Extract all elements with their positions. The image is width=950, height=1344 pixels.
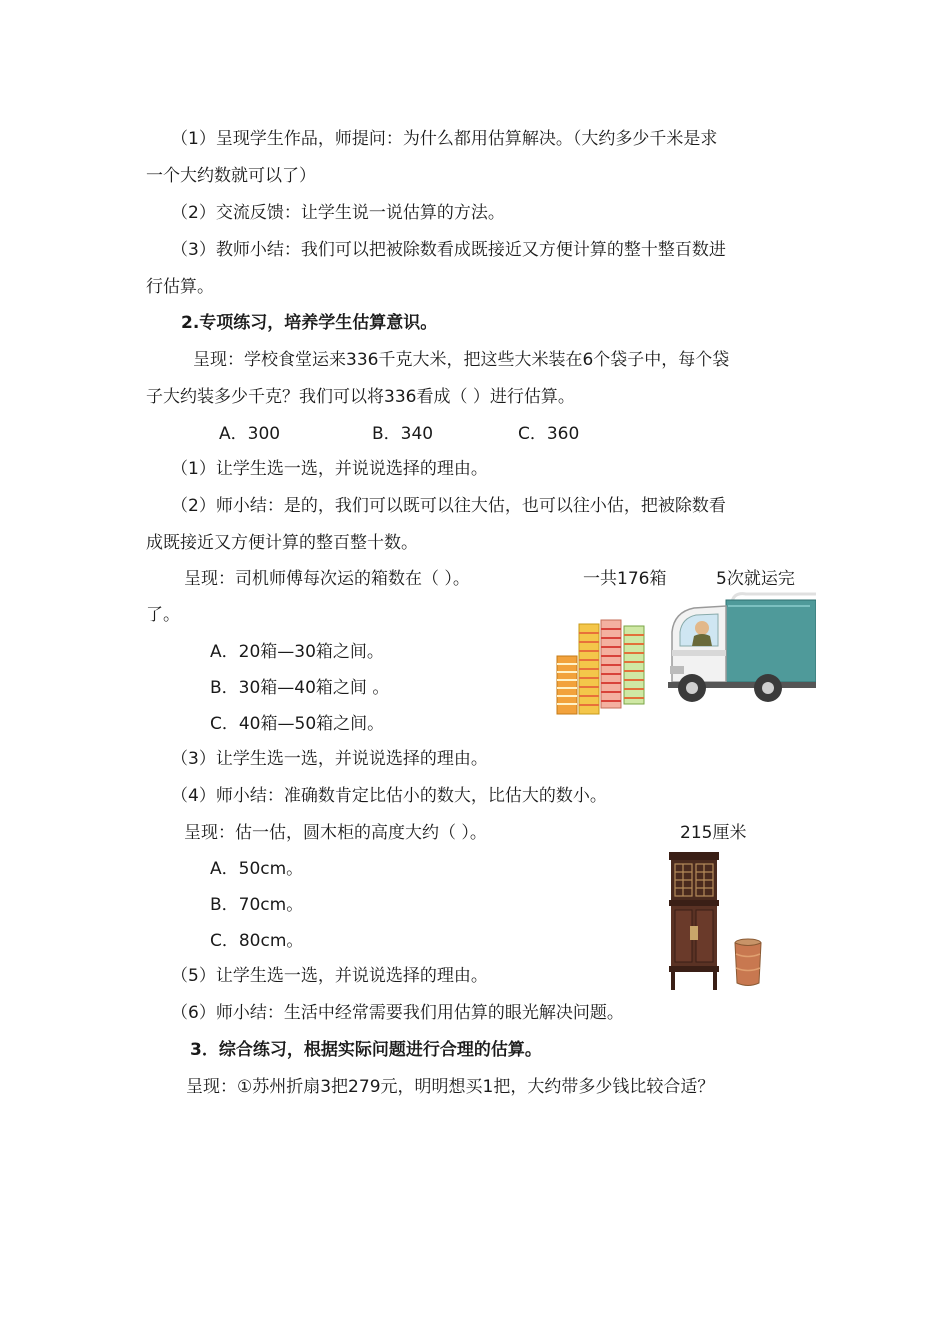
option-c: C．360 [518,424,580,444]
round-wood-container-illustration [733,938,763,988]
paragraph-line: （1）让学生选一选，并说说选择的理由。 [171,459,488,479]
box-stack [624,626,644,704]
paragraph-line: （5）让学生选一选，并说说选择的理由。 [171,966,488,986]
paragraph-line: （2）交流反馈：让学生说一说估算的方法。 [171,203,505,223]
paragraph-line: （1）呈现学生作品，师提问：为什么都用估算解决。（大约多少千米是求 [171,129,718,149]
paragraph-line: 子大约装多少千克？我们可以将336看成（ ）进行估算。 [146,387,575,407]
paragraph-line: 呈现：估一估，圆木柜的高度大约（ ）。 [184,823,487,843]
cabinet-illustration [666,850,722,992]
paragraph-line: 了。 [146,605,180,625]
option-a: A．20箱—30箱之间。 [210,642,384,662]
option-a: A．50cm。 [210,859,304,879]
option-b: B．30箱—40箱之间 。 [210,678,390,698]
section-heading: 2.专项练习，培养学生估算意识。 [181,313,438,333]
section-heading: 3．综合练习，根据实际问题进行合理的估算。 [190,1040,542,1060]
paragraph-line: 一个大约数就可以了） [146,166,316,186]
paragraph-line: （3）教师小结：我们可以把被除数看成既接近又方便计算的整十整百数进 [171,240,726,260]
box-stack [557,656,577,714]
box-stacks-illustration [556,616,648,716]
paragraph-line: 行估算。 [146,277,214,297]
paragraph-line: （3）让学生选一选，并说说选择的理由。 [171,749,488,769]
paragraph-line: （2）师小结：是的，我们可以既可以往大估，也可以往小估，把被除数看 [171,496,726,516]
image-caption: 一共176箱 [583,569,667,589]
paragraph-line: （6）师小结：生活中经常需要我们用估算的眼光解决问题。 [171,1003,624,1023]
image-caption: 215厘米 [680,823,747,843]
option-b: B．340 [372,424,434,444]
paragraph-line: 呈现：①苏州折扇3把279元，明明想买1把，大约带多少钱比较合适？ [186,1077,715,1097]
paragraph-line: 成既接近又方便计算的整百整十数。 [146,533,418,553]
truck-illustration [668,588,816,706]
paragraph-line: 呈现：学校食堂运来336千克大米，把这些大米装在6个袋子中，每个袋 [193,350,730,370]
option-b: B．70cm。 [210,895,304,915]
box-stack [579,624,599,714]
driver-icon [695,621,709,635]
box-stack [601,620,621,708]
option-c: C．40箱—50箱之间。 [210,714,385,734]
option-a: A．300 [219,424,281,444]
image-caption: 5次就运完 [716,569,795,589]
paragraph-line: 呈现：司机师傅每次运的箱数在（ ）。 [184,569,470,589]
option-c: C．80cm。 [210,931,304,951]
paragraph-line: （4）师小结：准确数肯定比估小的数大，比估大的数小。 [171,786,607,806]
